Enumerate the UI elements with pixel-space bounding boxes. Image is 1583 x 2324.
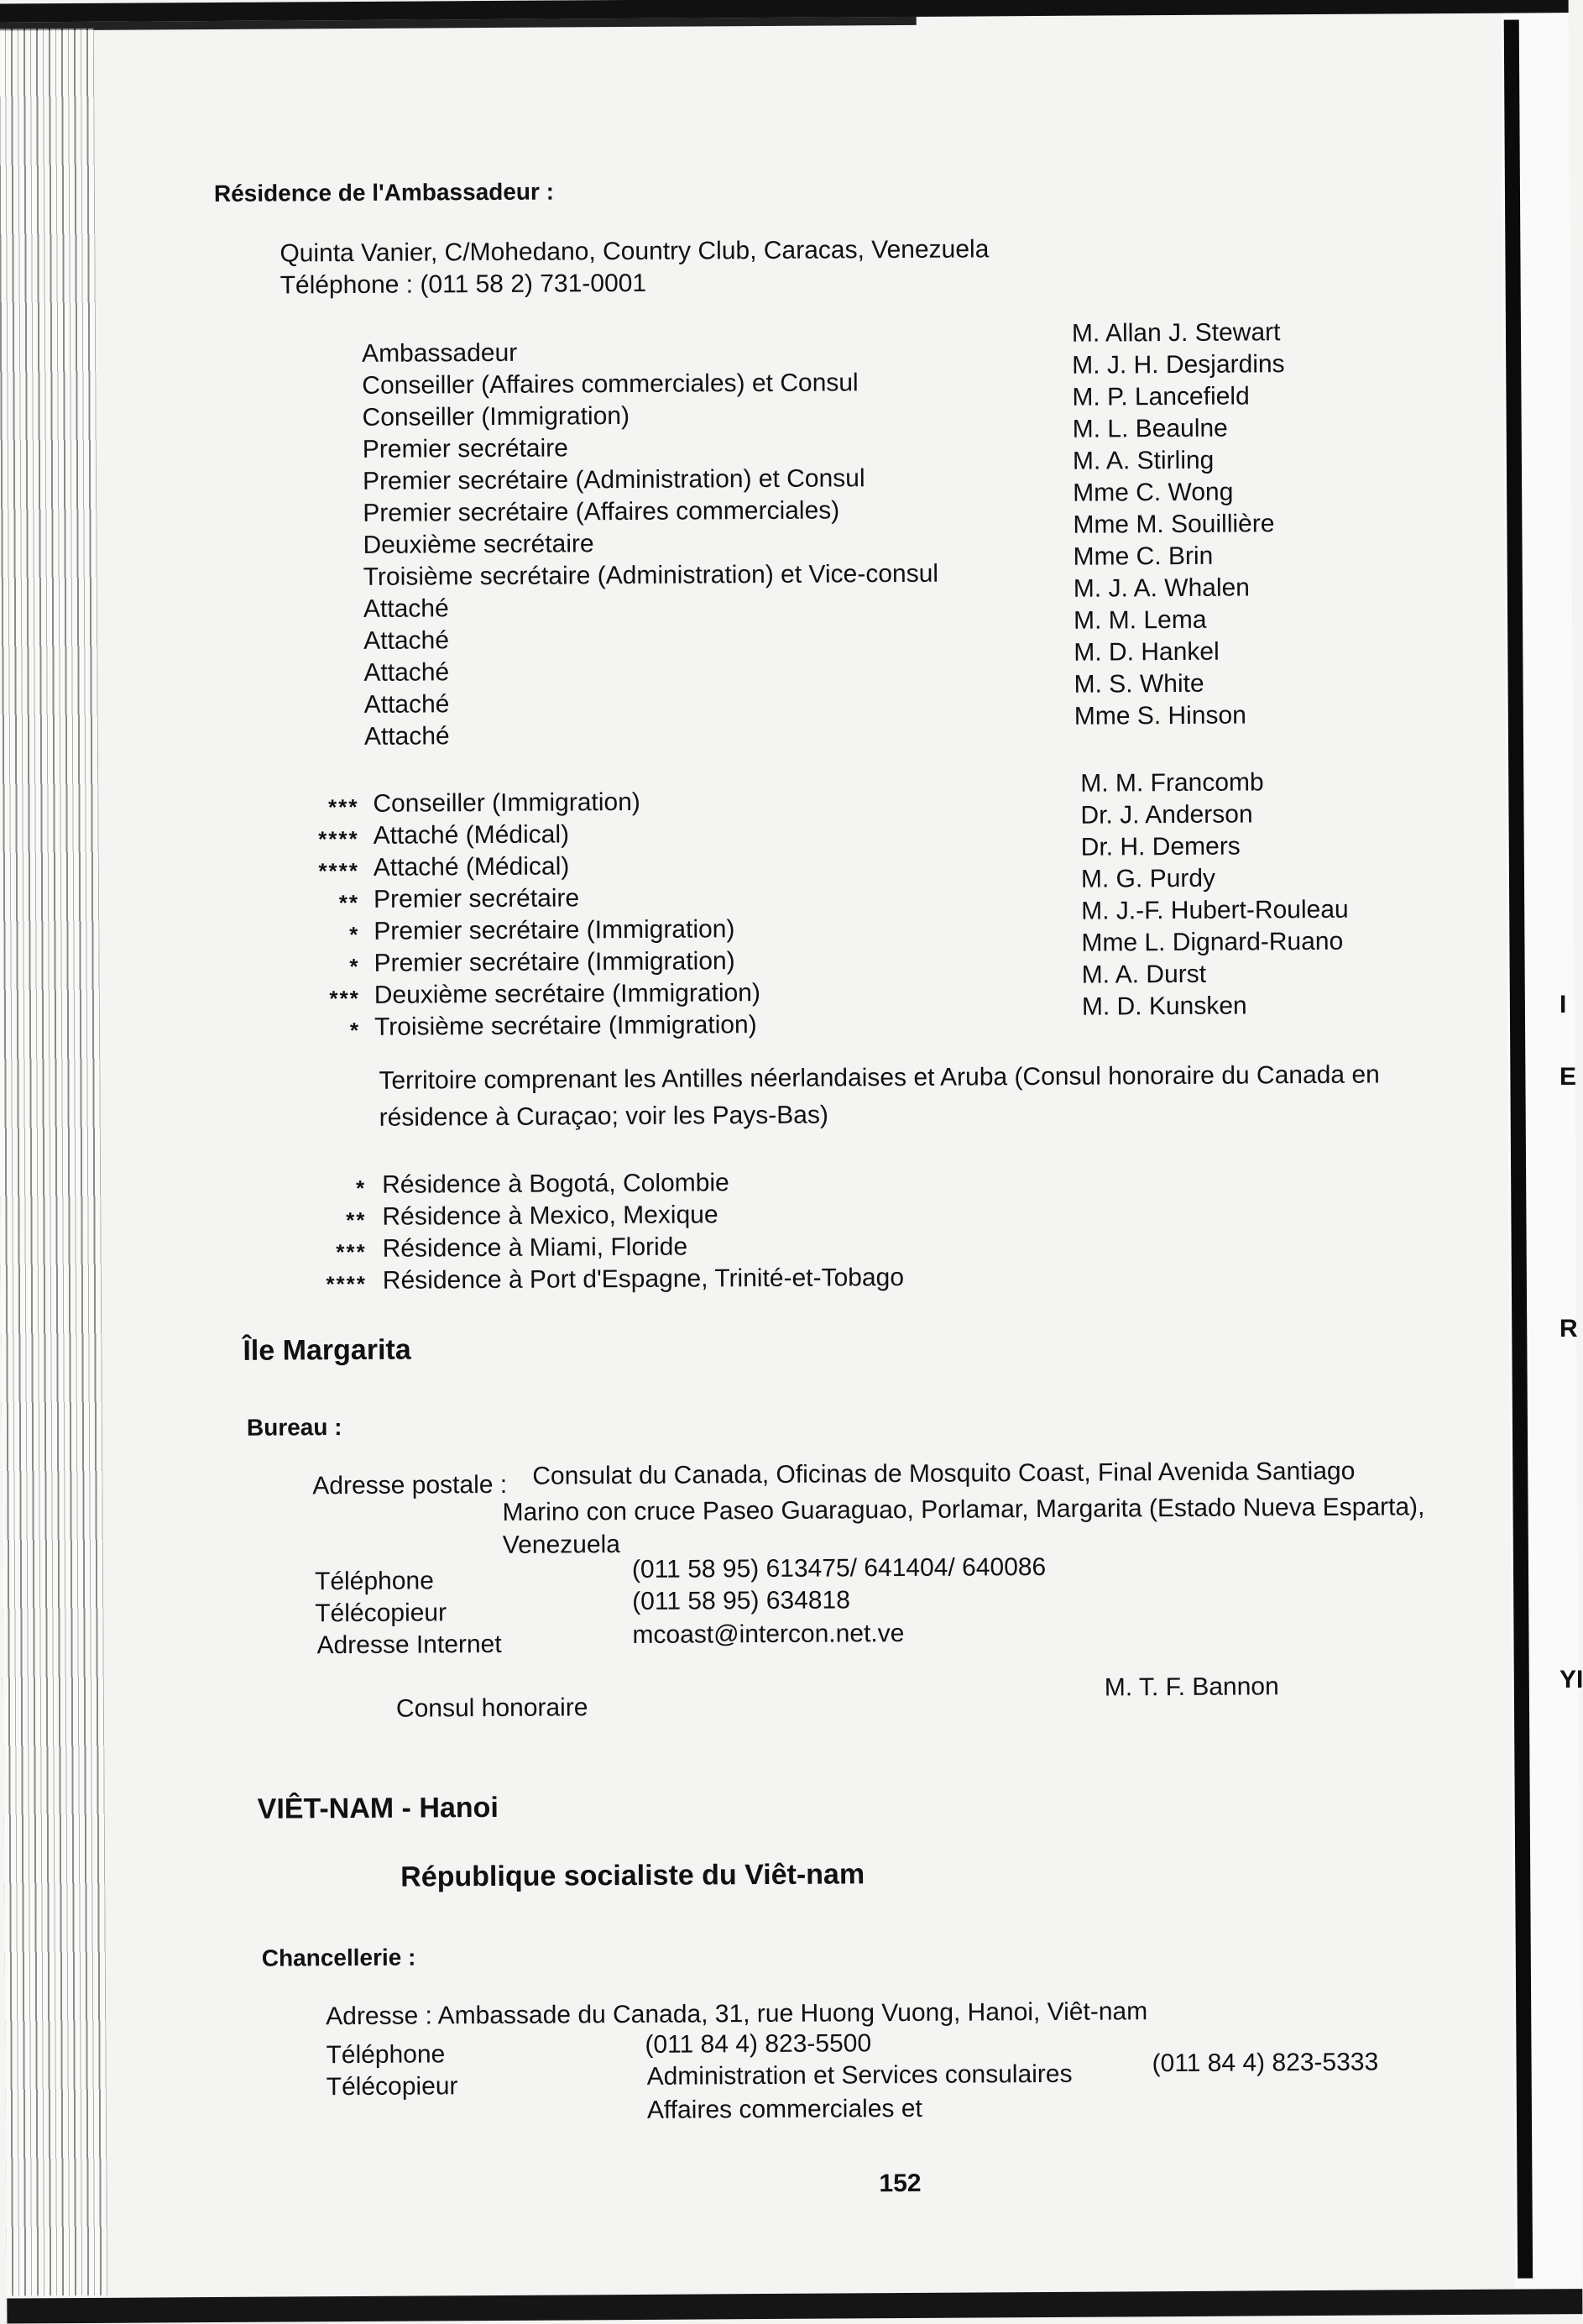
staff-title: Attaché (363, 594, 449, 623)
margarita-postal-label: Adresse postale : (312, 1470, 508, 1500)
footnote-mark: *** (327, 793, 359, 820)
vietnam-fax-line1: Administration et Services consulaires (646, 2060, 1073, 2091)
staff-title: Attaché (363, 690, 450, 719)
margarita-postal-line3: Venezuela (502, 1531, 621, 1559)
staff-title: Troisième secrétaire (Administration) et Vice-consul (363, 559, 939, 591)
margarita-postal-line2: Marino con cruce Paseo Guaraguao, Porlamar, Margarita (Estado Nueva Esparta), (502, 1493, 1425, 1526)
staff-name: M. L. Beaulne (1072, 414, 1228, 443)
facing-page-letter: E (1559, 1063, 1577, 1091)
residence-phone: Téléphone : (011 58 2) 731-0001 (280, 269, 647, 300)
staff-name: M. J. A. Whalen (1073, 573, 1251, 603)
staff-name: M. J.-F. Hubert-Rouleau (1081, 895, 1349, 925)
staff-name: M. M. Lema (1073, 605, 1207, 635)
facing-page-letter: YI (1559, 1666, 1583, 1693)
staff-name: Mme M. Souillière (1073, 510, 1275, 539)
vietnam-subtitle: République socialiste du Viêt-nam (400, 1858, 865, 1893)
staff-title: Attaché (Médical) (373, 852, 570, 882)
staff-name: M. Allan J. Stewart (1071, 318, 1281, 348)
margarita-title: Île Margarita (243, 1333, 411, 1367)
staff-name: Dr. J. Anderson (1080, 800, 1253, 830)
margarita-phone-label: Téléphone (314, 1567, 434, 1596)
staff-name: M. M. Francomb (1080, 768, 1264, 798)
vietnam-fax-line1-number: (011 84 4) 823-5333 (1152, 2048, 1379, 2078)
footnote-mark: *** (336, 1238, 367, 1265)
vietnam-chancellerie-heading: Chancellerie : (261, 1944, 416, 1971)
margarita-phone: (011 58 95) 613475/ 641404/ 640086 (631, 1552, 1047, 1583)
staff-title: Attaché (363, 658, 450, 687)
staff-title: Attaché (363, 722, 450, 751)
staff-name: M. A. Stirling (1072, 446, 1215, 475)
territory-note-line2: résidence à Curaçao; voir les Pays-Bas) (379, 1101, 829, 1132)
staff-title: Premier secrétaire (Affaires commerciales) (363, 496, 840, 527)
staff-name: Mme S. Hinson (1074, 701, 1246, 730)
footnote-mark: ** (338, 889, 360, 916)
staff-name: Mme C. Wong (1073, 478, 1234, 507)
margarita-consul-title: Consul honoraire (395, 1693, 588, 1723)
book-spine-edges (0, 29, 107, 2296)
vietnam-fax-line2: Affaires commerciales et (646, 2094, 922, 2124)
residence-heading: Résidence de l'Ambassadeur : (213, 178, 555, 207)
footnote-mark: * (355, 1175, 367, 1201)
vietnam-phone: (011 84 4) 823-5500 (645, 2029, 872, 2059)
staff-title: Premier secrétaire (Immigration) (374, 915, 735, 945)
footnote-mark: **** (318, 825, 359, 852)
staff-title: Deuxième secrétaire (Immigration) (374, 979, 761, 1009)
staff-name: M. A. Durst (1081, 960, 1207, 989)
footnote-mark: * (349, 953, 360, 980)
page-number: 152 (879, 2169, 922, 2198)
staff-name: Mme L. Dignard-Ruano (1081, 927, 1344, 957)
footnote-mark: * (349, 921, 360, 948)
footnote-mark: * (349, 1017, 361, 1044)
vietnam-title: VIÊT-NAM - Hanoi (257, 1791, 499, 1825)
territory-note-line1: Territoire comprenant les Antilles néerlandaises et Aruba (Consul honoraire du Canada en (379, 1060, 1380, 1095)
footnote-text: Résidence à Bogotá, Colombie (382, 1169, 729, 1199)
vietnam-fax-label: Télécopieur (326, 2072, 458, 2102)
staff-title: Conseiller (Affaires commerciales) et Consul (362, 369, 859, 400)
footnote-mark: ** (346, 1206, 367, 1233)
footnote-text: Résidence à Port d'Espagne, Trinité-et-Tobago (382, 1264, 905, 1295)
scan-bottom-edge (7, 2289, 1582, 2323)
staff-title: Premier secrétaire (373, 884, 580, 913)
facing-page-letter: R (1559, 1315, 1578, 1343)
margarita-consul-name: M. T. F. Bannon (1104, 1672, 1279, 1702)
margarita-fax-label: Télécopieur (315, 1599, 447, 1628)
margarita-internet-label: Adresse Internet (316, 1630, 502, 1660)
staff-name: M. D. Hankel (1074, 637, 1220, 667)
residence-address: Quinta Vanier, C/Mohedano, Country Club, Caracas, Venezuela (280, 235, 990, 268)
staff-title: Premier secrétaire (Immigration) (374, 947, 735, 977)
footnote-mark: **** (326, 1270, 367, 1297)
facing-page-letter: I (1559, 991, 1567, 1018)
staff-name: M. D. Kunsken (1081, 992, 1247, 1021)
staff-name: M. G. Purdy (1080, 864, 1216, 893)
staff-title: Premier secrétaire (Administration) et Consul (362, 464, 865, 495)
staff-name: M. P. Lancefield (1072, 382, 1250, 411)
margarita-bureau-heading: Bureau : (246, 1414, 342, 1441)
footnote-text: Résidence à Mexico, Mexique (382, 1201, 718, 1231)
margarita-fax: (011 58 95) 634818 (632, 1586, 850, 1615)
margarita-postal-line1: Consulat du Canada, Oficinas de Mosquito Coast, Final Avenida Santiago (532, 1457, 1356, 1490)
staff-name: M. J. H. Desjardins (1072, 350, 1285, 379)
staff-name: M. S. White (1074, 669, 1204, 699)
footnote-mark: *** (329, 985, 360, 1012)
staff-title: Attaché (Médical) (373, 820, 570, 850)
staff-title: Deuxième secrétaire (363, 530, 594, 559)
vietnam-phone-label: Téléphone (326, 2040, 446, 2070)
staff-name: Dr. H. Demers (1080, 832, 1241, 861)
staff-name: Mme C. Brin (1073, 542, 1214, 571)
footnote-mark: **** (318, 857, 359, 884)
staff-title: Conseiller (Immigration) (373, 788, 640, 818)
staff-title: Conseiller (Immigration) (362, 401, 630, 432)
footnote-text: Résidence à Miami, Floride (382, 1233, 688, 1263)
vietnam-address: Adresse : Ambassade du Canada, 31, rue Huong Vuong, Hanoi, Viêt-nam (326, 1997, 1148, 2031)
staff-title: Premier secrétaire (362, 434, 569, 463)
staff-title: Troisième secrétaire (Immigration) (374, 1011, 757, 1041)
staff-title: Attaché (363, 626, 450, 655)
margarita-internet: mcoast@intercon.net.ve (632, 1620, 905, 1649)
staff-title: Ambassadeur (362, 338, 518, 368)
